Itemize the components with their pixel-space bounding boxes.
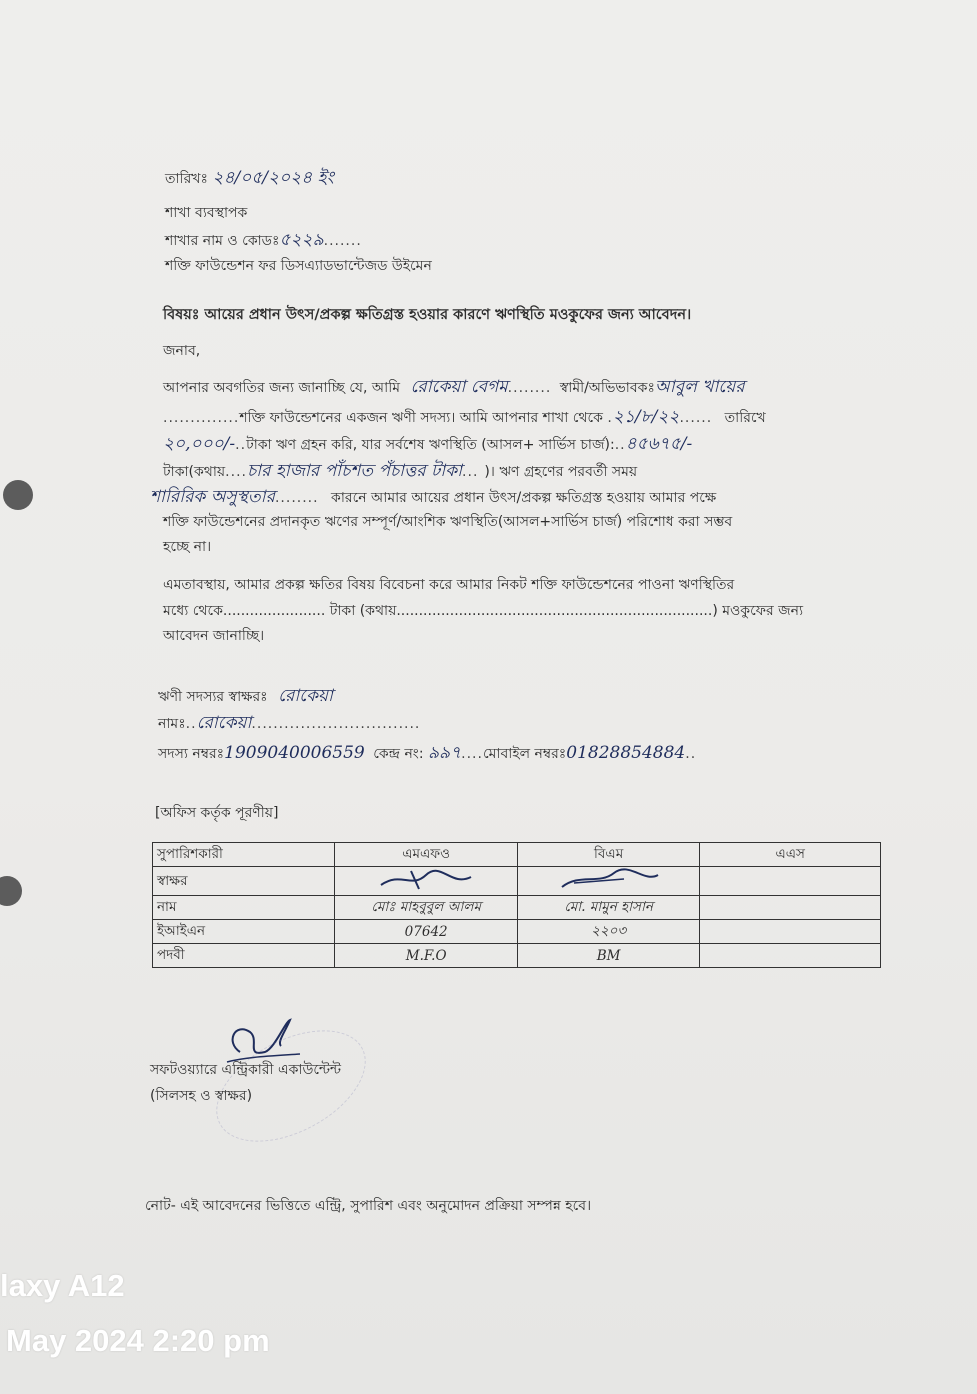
member-signature-line	[158, 686, 333, 707]
bm-name: মো. মামুন হাসান	[517, 896, 699, 920]
para1-line7: হচ্ছে না।	[163, 539, 212, 555]
header-mfo: এমএফও	[335, 843, 517, 867]
row-label-signature: স্বাক্ষর	[153, 867, 335, 896]
punch-hole-bottom	[0, 876, 22, 906]
para2-line1: এমতাবস্থায়, আমার প্রকল্প ক্ষতির বিষয় বিবেচনা করে আমার নিকট শক্তি ফাউন্ডেশনের পাওনা ঋণস্থিতির	[163, 577, 735, 593]
para1-guardian-label: স্বামী/অভিভাবকঃ	[559, 380, 655, 396]
member-signature-label: ঋণী সদস্যর স্বাক্ষরঃ	[158, 689, 268, 705]
table-row	[153, 867, 881, 896]
date-line	[165, 168, 334, 189]
camera-device-label: laxy A12	[0, 1268, 125, 1303]
footer-note: নোট- এই আবেদনের ভিত্তিতে এন্ট্রি, সুপারিশ এবং অনুমোদন প্রক্রিয়া সম্পন্ন হবে।	[145, 1198, 592, 1214]
date-label: তারিখঃ	[165, 171, 208, 187]
para1-text-b: শক্তি ফাউন্ডেশনের একজন ঋণী সদস্য। আমি আপনার শাখা থেকে	[239, 410, 603, 426]
loan-date: ২১/৮/২২	[612, 407, 680, 427]
office-heading: [অফিস কর্তৃক পূরণীয়]	[155, 805, 279, 821]
recipient-title: শাখা ব্যবস্থাপক	[165, 205, 248, 221]
branch-line: শাখার নাম ও কোডঃ৫২২৯.......	[165, 230, 362, 250]
para1-date-suffix: তারিখে	[724, 410, 766, 426]
mobile-number: 01828854884	[566, 743, 686, 763]
mfo-signature-mark	[371, 867, 481, 891]
member-number-label: সদস্য নম্বরঃ	[158, 746, 225, 762]
loan-amount: ২০,০০০/-	[163, 434, 236, 454]
guardian-name: আবুল খায়ের	[654, 377, 745, 397]
accountant-title: সফটওয়্যারে এন্ট্রিকারী একাউন্টেন্ট	[150, 1062, 342, 1078]
para2-line2: মধ্যে থেকে....................... টাকা (কথায়.......................................................................) মওকুফের জন্য	[163, 603, 804, 619]
para1-text-c: টাকা ঋণ গ্রহন করি, যার সর্বশেষ ঋণস্থিতি (আসল+ সার্ভিস চার্জ):	[246, 437, 615, 453]
member-name-label: নামঃ	[158, 716, 186, 732]
punch-hole-top	[3, 480, 33, 510]
branch-label: শাখার নাম ও কোডঃ	[165, 233, 280, 249]
mfo-name: মোঃ মাহবুবুল আলম	[335, 896, 517, 920]
accountant-subtitle: (সিলসহ ও স্বাক্ষর)	[150, 1088, 253, 1104]
para1-line5: শারিরিক অসুস্থতার........ কারনে আমার আয়ের প্রধান উৎস/প্রকল্প ক্ষতিগ্রস্ত হওয়ায় আমার পক্ষে	[150, 487, 717, 507]
bm-signature-cell	[517, 867, 699, 896]
header-as: এএস	[700, 843, 881, 867]
applicant-name: রোকেয়া বেগম	[410, 377, 508, 397]
office-table	[152, 842, 881, 968]
bm-designation: BM	[517, 944, 699, 968]
table-row	[153, 944, 881, 968]
member-name: রোকেয়া	[196, 713, 252, 733]
member-name-line: নামঃ..রোকেয়া...............................	[158, 713, 421, 733]
bm-ein: ২২০৩	[517, 920, 699, 944]
center-label: কেন্দ্র নং:	[373, 746, 424, 762]
subject-line: বিষয়ঃ আয়ের প্রধান উৎস/প্রকল্প ক্ষতিগ্রস্ত হওয়ার কারণে ঋণস্থিতি মওকুফের জন্য আবেদন।	[163, 307, 692, 323]
table-row	[153, 896, 881, 920]
header-recommender: সুপারিশকারী	[153, 843, 335, 867]
row-label-name: নাম	[153, 896, 335, 920]
date-value: ২৪/০৫/২০২৪ ইং	[212, 168, 334, 188]
para1-line4: টাকা(কথায়....চার হাজার পাঁচশত পঁচাত্তর টাকা... )। ঋণ গ্রহণের পরবর্তী সময়	[163, 461, 638, 481]
balance-in-words: চার হাজার পাঁচশত পঁচাত্তর টাকা	[246, 461, 463, 481]
row-label-ein: ইআইএন	[153, 920, 335, 944]
as-ein	[700, 920, 881, 944]
para1-text-a: আপনার অবগতির জন্য জানাচ্ছি যে, আমি	[163, 380, 401, 396]
center-number: ৯৯৭	[428, 743, 462, 763]
para1-line1: আপনার অবগতির জন্য জানাচ্ছি যে, আমি রোকেয়া বেগম........ স্বামী/অভিভাবকঃআবুল খায়ের	[163, 377, 745, 397]
loss-reason: শারিরিক অসুস্থতার	[150, 487, 275, 507]
as-designation	[700, 944, 881, 968]
para1-words-label: টাকা(কথায়	[163, 464, 226, 480]
para1-text-e: কারনে আমার আয়ের প্রধান উৎস/প্রকল্প ক্ষতিগ্রস্ত হওয়ায় আমার পক্ষে	[331, 490, 717, 506]
para1-line2: ..............শক্তি ফাউন্ডেশনের একজন ঋণী সদস্য। আমি আপনার শাখা থেকে .২১/৮/২২...... তারিখে	[163, 407, 766, 427]
member-number: 1909040006559	[224, 743, 365, 763]
mfo-signature-cell	[335, 867, 517, 896]
branch-code: ৫২২৯	[279, 230, 324, 250]
camera-datetime-label: May 2024 2:20 pm	[6, 1323, 270, 1358]
organization-name: শক্তি ফাউন্ডেশন ফর ডিসএ্যাডভান্টেজড উইমেন	[165, 258, 432, 274]
para1-line3: ২০,০০০/-..টাকা ঋণ গ্রহন করি, যার সর্বশেষ ঋণস্থিতি (আসল+ সার্ভিস চার্জ):..৪৫৬৭৫/-	[163, 434, 693, 454]
as-name	[700, 896, 881, 920]
as-signature-cell	[700, 867, 881, 896]
member-number-line: সদস্য নম্বরঃ1909040006559 কেন্দ্র নং: ৯৯৭....মোবাইল নম্বরঃ01828854884..	[158, 743, 697, 763]
mfo-ein: 07642	[335, 920, 517, 944]
row-label-designation: পদবী	[153, 944, 335, 968]
mfo-designation: M.F.O	[335, 944, 517, 968]
table-header-row	[153, 843, 881, 867]
salutation: জনাব,	[163, 343, 201, 359]
table-row	[153, 920, 881, 944]
para2-line3: আবেদন জানাচ্ছি।	[163, 628, 265, 644]
para1-line6: শক্তি ফাউন্ডেশনের প্রদানকৃত ঋণের সম্পূর্ণ/আংশিক ঋণস্থিতি(আসল+সার্ভিস চার্জ) পরিশোধ করা সম্ভব	[163, 514, 733, 530]
bm-signature-mark	[554, 867, 664, 891]
member-signature: রোকেয়া	[278, 686, 333, 706]
loan-balance: ৪৫৬৭৫/-	[625, 434, 693, 454]
mobile-label: মোবাইল নম্বরঃ	[482, 746, 567, 762]
header-bm: বিএম	[517, 843, 699, 867]
para1-text-d: )। ঋণ গ্রহণের পরবর্তী সময়	[484, 464, 638, 480]
